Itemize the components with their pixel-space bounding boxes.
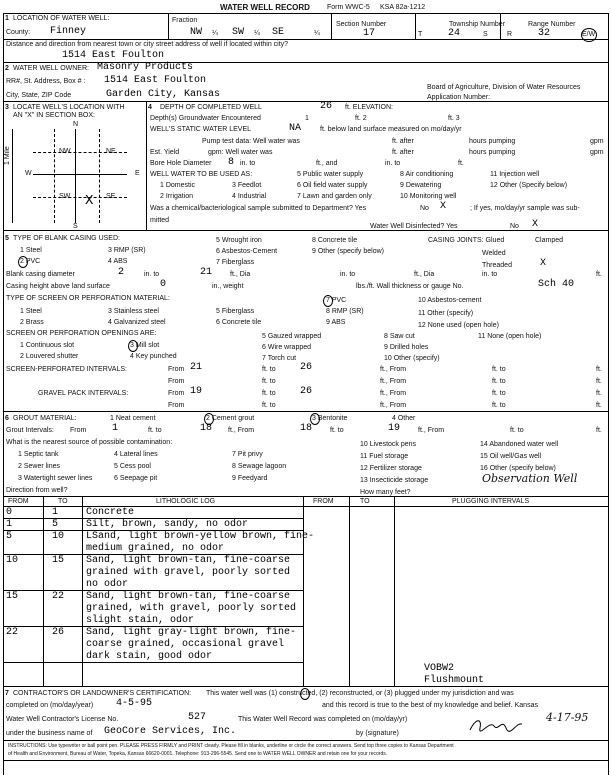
log-row-4-from: 10 xyxy=(6,555,19,566)
section-7-num: 7 xyxy=(5,690,9,697)
log-row-6-to: 26 xyxy=(52,627,65,638)
signature-icon xyxy=(466,716,526,736)
cert-text: This water well was (1) constructed, (2) reconstructed, or (3) plugged under my jurisdiction and was xyxy=(206,690,514,697)
bore-label: Bore Hole Diameter xyxy=(150,160,212,167)
rr-label: RR#, St. Address, Box # : xyxy=(6,78,86,85)
owner-label: WATER WELL OWNER: xyxy=(13,65,89,72)
gp-to: 26 xyxy=(300,386,313,397)
log-row-5-to: 22 xyxy=(52,591,65,602)
log-row-3-l2: medium grained, no odor xyxy=(86,543,225,554)
spi-to: 26 xyxy=(300,362,313,373)
direction-label: Direction from well? xyxy=(6,487,68,494)
distance-label: Distance and direction from nearest town or city street address of well if located within city? xyxy=(6,41,289,48)
application-label: Application Number: xyxy=(427,94,491,101)
bore-value: 8 xyxy=(228,157,235,168)
log-row-4-l1: Sand, light brown-tan, fine-coarse xyxy=(86,555,291,566)
section-5-num: 5 xyxy=(5,235,9,242)
distance-value: 1514 East Foulton xyxy=(62,50,165,61)
completed-label: completed on (mo/day/year) xyxy=(6,702,94,709)
log-header-plug: PLUGGING INTERVALS xyxy=(452,498,530,505)
yield-label: Est. Yield xyxy=(150,149,180,156)
mile-label: 1 Mile xyxy=(4,146,11,165)
log-row-5-l2: grained, with gravel, poorly sorted xyxy=(86,603,297,614)
diameter-label: Blank casing diameter xyxy=(6,271,75,278)
other-contamination-value: Observation Well xyxy=(482,472,578,485)
ksa-number: KSA 82a-1212 xyxy=(380,4,426,11)
grid-se: SE xyxy=(106,193,116,200)
township-number: 24 xyxy=(448,28,461,39)
height-label: Casing height above land surface xyxy=(6,283,110,290)
fraction-1: NW xyxy=(190,27,203,38)
howmany-label: How many feet? xyxy=(360,489,411,496)
county-value: Finney xyxy=(50,26,87,37)
log-row-3-to: 10 xyxy=(52,531,65,542)
section-1-num: 1 xyxy=(5,15,9,22)
log-row-4-l3: no odor xyxy=(86,579,129,590)
log-row-6-l1: Sand, light gray-light brown, fine- xyxy=(86,627,297,638)
static-label: WELL'S STATIC WATER LEVEL xyxy=(150,126,252,133)
joints-label: CASING JOINTS: Glued xyxy=(428,237,505,244)
casing-label: TYPE OF BLANK CASING USED: xyxy=(13,235,120,242)
grout-label: GROUT MATERIAL: xyxy=(13,415,77,422)
grid-location-x: X xyxy=(85,193,94,209)
grout-intervals-label: Grout Intervals: xyxy=(6,427,54,434)
casing-pvc-circle xyxy=(18,256,28,268)
diameter-to: 21 xyxy=(200,267,213,278)
log-row-4-l2: grained with gravel, poorly sorted xyxy=(86,567,291,578)
log-row-6-l2: coarse grained, occasional gravel xyxy=(86,639,285,650)
pump-label: Pump test data: Well water was xyxy=(202,138,300,145)
business-name: GeoCore Services, Inc. xyxy=(104,726,237,737)
disinfected-no-mark: X xyxy=(532,219,539,230)
section-number: 17 xyxy=(363,28,376,39)
completed-date: 4-5-95 xyxy=(116,698,153,709)
grid-w: W xyxy=(25,170,32,177)
city-label: City, State, ZIP Code xyxy=(6,92,72,99)
grout-to-1: 18 xyxy=(200,423,213,434)
constructed-circle xyxy=(300,688,310,700)
log-row-2-to: 5 xyxy=(52,519,59,530)
log-row-2-from: 1 xyxy=(6,519,13,530)
section-number-label: Section Number xyxy=(336,21,387,28)
log-row-5-l3: slight stain, odor xyxy=(86,615,195,626)
log-row-6-l3: dark stain, good odor xyxy=(86,651,213,662)
diameter-value: 2 xyxy=(118,267,125,278)
gauge-value: Sch 40 xyxy=(538,279,575,290)
gp-label: GRAVEL PACK INTERVALS: xyxy=(38,390,129,397)
vobw-label: VOBW2 xyxy=(424,663,455,674)
board-text: Board of Agriculture, Division of Water Resources xyxy=(427,84,581,91)
section-2-num: 2 xyxy=(5,65,9,72)
section-4-num: 4 xyxy=(148,104,152,111)
township-label: Township Number xyxy=(449,21,506,28)
license-number: 527 xyxy=(188,712,207,723)
grout-from-2: 18 xyxy=(300,423,313,434)
license-label: Water Well Contractor's License No. xyxy=(6,716,119,723)
spi-from: 21 xyxy=(190,362,203,373)
log-header-litho: LITHOLOGIC LOG xyxy=(156,498,216,505)
record-date: 4-17-95 xyxy=(546,711,589,724)
disinfected-label: Water Well Disinfected? Yes xyxy=(370,223,458,230)
cert-label: CONTRACTOR'S OR LANDOWNER'S CERTIFICATION: xyxy=(13,690,192,697)
section-3-num: 3 xyxy=(5,104,9,111)
flushmount-label: Flushmount xyxy=(424,675,485,686)
screen-pvc-circle xyxy=(323,295,333,307)
instructions-2: of Health and Environment, Bureau of Water, Topeka, Kansas 66620-0001. Telephone: 913-296-5545. Send one to WATER WELL OWNER and retain one for your records. xyxy=(8,751,388,757)
chem-no-mark: X xyxy=(440,201,447,212)
grid-s: S xyxy=(73,223,78,230)
county-label: County: xyxy=(6,29,31,36)
log-row-1-to: 1 xyxy=(52,507,59,518)
fraction-2: SW xyxy=(232,27,245,38)
log-row-1-l1: Concrete xyxy=(86,507,135,518)
section-6-num: 6 xyxy=(5,415,9,422)
instructions-1: INSTRUCTIONS: Use typewriter or ball point pen. PLEASE PRESS FIRMLY and PRINT clearly. Please fill in blanks, underline or circle the correct answers. Send top three copies to Kansas Department xyxy=(8,743,454,749)
fraction-label: Fraction xyxy=(172,17,198,24)
form-title: WATER WELL RECORD xyxy=(220,3,310,12)
mill-slot-circle xyxy=(128,340,138,352)
depth-value: 26 xyxy=(320,101,333,112)
form-number: Form WWC-5 xyxy=(327,4,370,11)
city-value: Garden City, Kansas xyxy=(106,89,221,100)
chem-label: Was a chemical/bacteriological sample submitted to Department? Yes xyxy=(150,205,367,212)
location-label: LOCATION OF WATER WELL: xyxy=(13,15,110,22)
locate-label-1: LOCATE WELL'S LOCATION WITH xyxy=(13,104,125,111)
business-label: under the business name of xyxy=(6,730,93,737)
locate-label-2: AN "X" IN SECTION BOX: xyxy=(13,112,95,119)
log-row-2-l1: Silt, brown, sandy, no odor xyxy=(86,519,249,530)
depth-label: DEPTH OF COMPLETED WELL xyxy=(160,104,262,111)
log-header-to: TO xyxy=(58,498,68,505)
gp-from: 19 xyxy=(190,386,203,397)
log-row-3-from: 5 xyxy=(6,531,13,542)
log-row-3-l1: LSand, light brown-yellow brown, fine- xyxy=(86,531,315,542)
spi-label: SCREEN-PERFORATED INTERVALS: xyxy=(6,366,127,373)
groundwater-label: Depth(s) Groundwater Encountered xyxy=(150,115,261,122)
grid-ne: NE xyxy=(106,148,116,155)
openings-label: SCREEN OR PERFORATION OPENINGS ARE: xyxy=(6,330,157,337)
height-value: 0 xyxy=(160,279,167,290)
fraction-3: SE xyxy=(272,27,285,38)
static-value: NA xyxy=(289,123,302,134)
log-header-from2: FROM xyxy=(313,498,334,505)
log-row-1-from: 0 xyxy=(6,507,13,518)
contamination-label: What is the nearest source of possible contamination: xyxy=(6,439,173,446)
log-row-5-from: 15 xyxy=(6,591,19,602)
grid-nw: NW xyxy=(59,148,71,155)
owner-value: Masonry Products xyxy=(97,62,194,73)
screen-label: TYPE OF SCREEN OR PERFORATION MATERIAL: xyxy=(6,295,170,302)
use-label: WELL WATER TO BE USED AS: xyxy=(150,171,253,178)
rr-value: 1514 East Foulton xyxy=(104,75,207,86)
grid-sw: SW xyxy=(59,193,71,200)
grout-to-2: 19 xyxy=(388,423,401,434)
ew-label: E/W xyxy=(582,31,596,38)
range-label: Range Number xyxy=(528,21,576,28)
log-row-5-l1: Sand, light brown-tan, fine-coarse xyxy=(86,591,291,602)
log-row-4-to: 15 xyxy=(52,555,65,566)
grid-n: N xyxy=(73,121,79,128)
grid-e: E xyxy=(135,170,140,177)
log-row-6-from: 22 xyxy=(6,627,19,638)
range-number: 32 xyxy=(538,28,551,39)
threaded-mark: X xyxy=(540,258,547,269)
log-header-to2: TO xyxy=(360,498,370,505)
log-header-from: FROM xyxy=(8,498,29,505)
grout-from-1: 1 xyxy=(112,423,119,434)
